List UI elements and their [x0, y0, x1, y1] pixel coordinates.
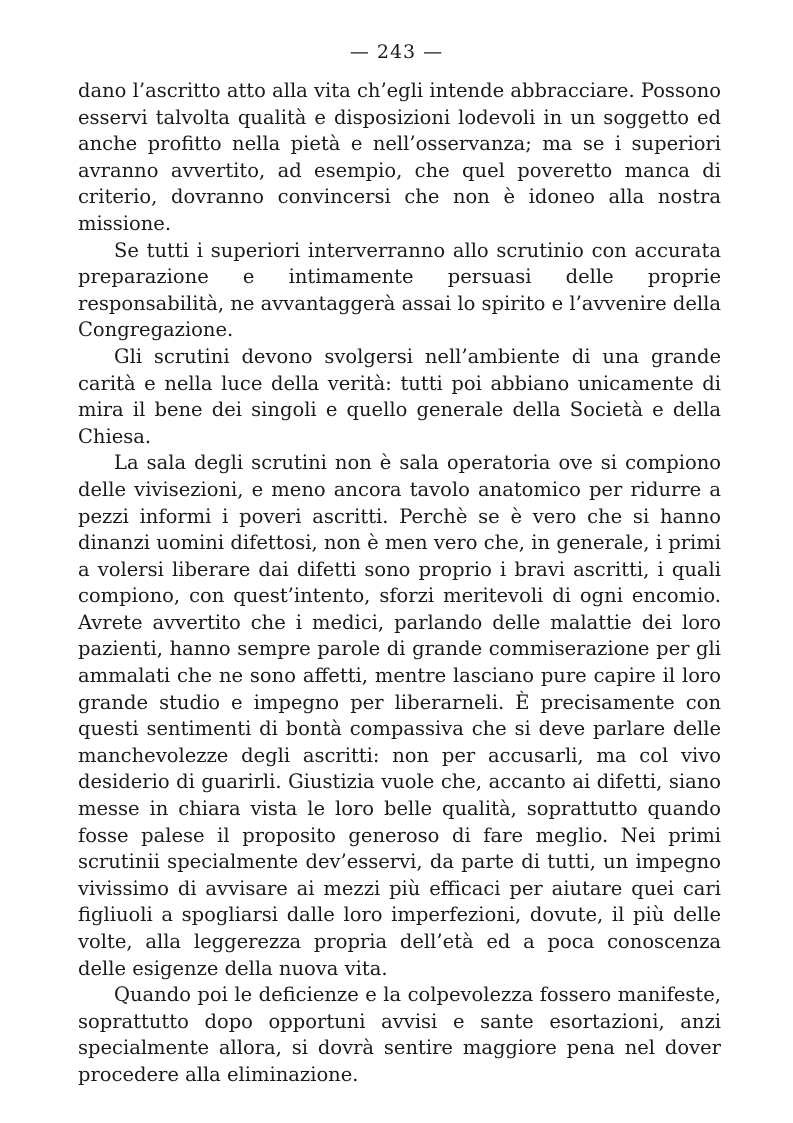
paragraph-eliminazione: Quando poi le deficienze e la colpevolezza fossero manifeste, soprattutto dopo opportuni avvisi e sante esortazioni, anzi specialmente allora, si dovrà sentire maggiore pena nel dover procedere alla eliminazione. — [78, 983, 721, 1086]
paragraph-superiori-scrutinio: Se tutti i superiori interverranno allo scrutinio con accurata preparazione e intimamente persuasi delle proprie responsabilità, ne avvantaggerà assai lo spirito e l’avvenire della Congregazione. — [78, 238, 721, 342]
paragraph-carita-verita: Gli scrutini devono svolgersi nell’ambiente di una grande carità e nella luce della verità: tutti poi abbiano unicamente di mira il bene dei singoli e quello generale della Società e della Chiesa. — [78, 344, 721, 448]
page-number: — 243 — — [349, 41, 444, 63]
body-text — [78, 78, 721, 1089]
paragraph-sala-scrutini: La sala degli scrutini non è sala operatoria ove si compiono delle vivisezioni, e meno ancora tavolo anatomico per ridurre a pezzi informi i poveri ascritti. Perchè se è vero che si hanno dinanzi uomini difettosi, non è men vero che, in generale, i primi a volersi liberare dai difetti sono proprio i bravi ascritti, i quali compiono, con quest’intento, sforzi meritevoli di ogni encomio. Avrete avvertito che i medici, parlando delle malattie dei loro pazienti, hanno sempre parole di grande commiserazione per gli ammalati che ne sono affetti, mentre lasciano pure capire il loro grande studio e impegno per liberarneli. È precisamente con questi sentimenti di bontà compassiva che si deve parlare delle manchevolezze degli ascritti: non per accusarli, ma col vivo desiderio di guarirli. Giustizia vuole che, accanto ai difetti, siano messe in chiara vista le loro belle qualità, soprattutto quando fosse palese il proposito generoso di fare meglio. Nei primi scrutinii specialmente dev’esservi, da parte di tutti, un impegno vivissimo di avvisare ai mezzi più efficaci per aiutare quei cari figliuoli a spogliarsi dalle loro imperfezioni, dovute, il più delle volte, alla leggerezza propria dell’età ed a poca conoscenza delle esigenze della nuova vita. — [78, 451, 721, 980]
paragraph-continuation: dano l’ascritto atto alla vita ch’egli intende abbracciare. Possono esservi talvolta qualità e disposizioni lodevoli in un soggetto ed anche profitto nella pietà e nell’osservanza; ma se i superiori avranno avvertito, ad esempio, che quel poveretto manca di criterio, dovranno convincersi che non è idoneo alla nostra missione. — [78, 79, 721, 235]
